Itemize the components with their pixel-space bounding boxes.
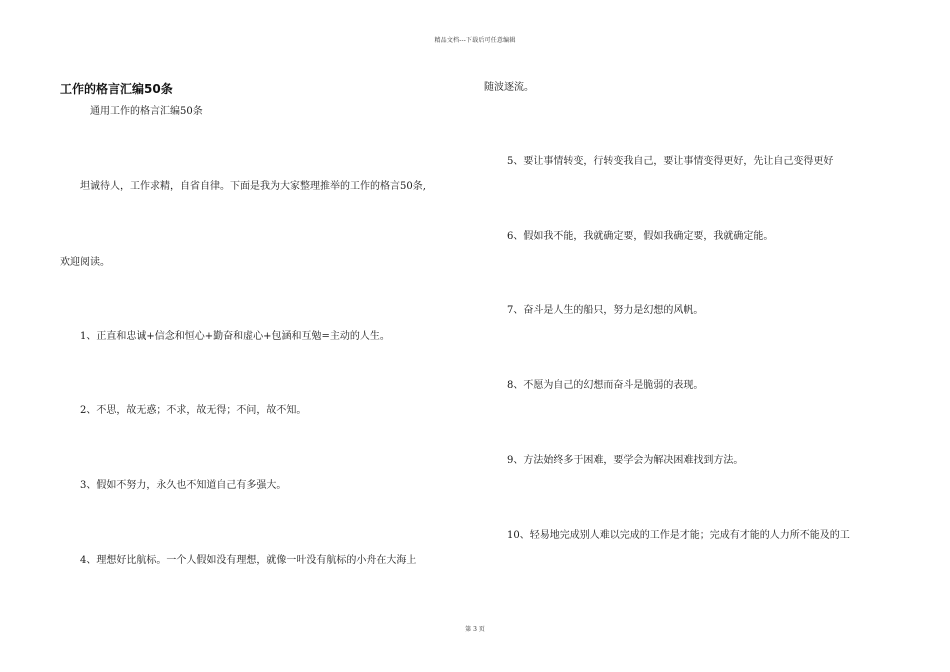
page-number: 第 3 页 [465, 626, 485, 633]
quote-item: 2、不思，故无惑；不求，故无得；不问，故不知。 [80, 405, 307, 416]
quote-item: 10、轻易地完成别人难以完成的工作是才能；完成有才能的人力所不能及的工 [507, 530, 850, 541]
intro-line-2: 欢迎阅读。 [60, 257, 110, 268]
quote-item: 4、理想好比航标。一个人假如没有理想，就像一叶没有航标的小舟在大海上 [80, 555, 417, 566]
intro-line-1: 坦诚待人，工作求精，自省自律。下面是我为大家整理推举的工作的格言50条, [80, 181, 426, 192]
subtitle: 通用工作的格言汇编50条 [90, 106, 203, 117]
quote-item: 8、不愿为自己的幻想而奋斗是脆弱的表现。 [507, 380, 704, 391]
quote-item: 9、方法始终多于困难，要学会为解决困难找到方法。 [507, 455, 744, 466]
continuation-text: 随波逐流。 [484, 82, 534, 93]
quote-item: 1、正直和忠诚+信念和恒心+勤奋和虚心+包涵和互勉=主动的人生。 [80, 331, 390, 342]
document-title: 工作的格言汇编50条 [60, 82, 173, 96]
page-header-note: 精品文档---下载后可任意编辑 [434, 37, 516, 44]
quote-item: 6、假如我不能，我就确定要，假如我确定要，我就确定能。 [507, 231, 774, 242]
quote-item: 5、要让事情转变，行转变我自己，要让事情变得更好，先让自己变得更好 [507, 156, 834, 167]
quote-item: 3、假如不努力，永久也不知道自己有多强大。 [80, 480, 287, 491]
quote-item: 7、奋斗是人生的船只，努力是幻想的风帆。 [507, 305, 704, 316]
